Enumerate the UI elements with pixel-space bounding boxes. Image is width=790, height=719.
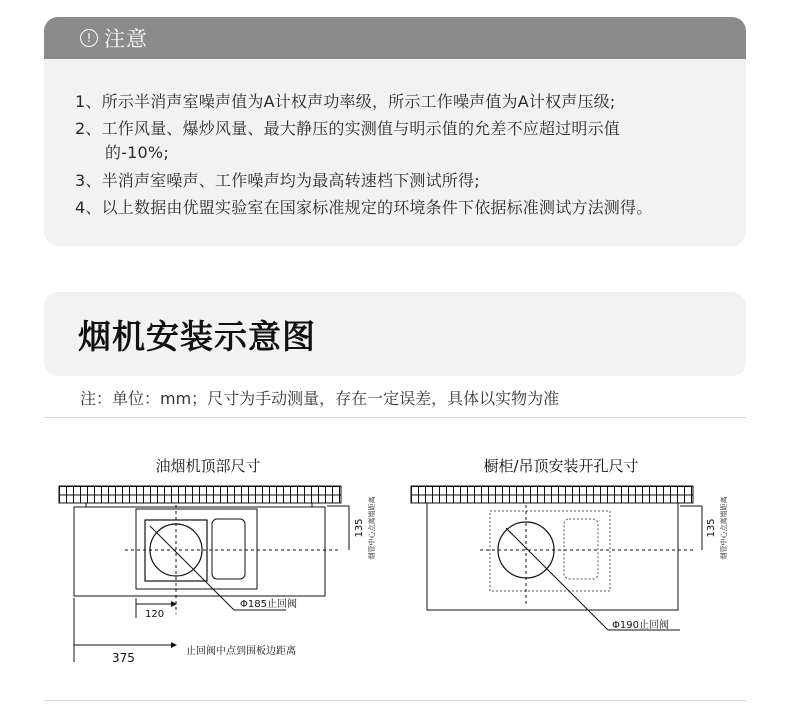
- motor-box: [136, 509, 257, 589]
- left-side-dimension: 135: [354, 518, 365, 538]
- notice-item-number: 1、: [75, 92, 102, 111]
- notice-item-number: 2、: [75, 119, 102, 138]
- range-hood-top-diagram: [59, 457, 376, 665]
- left-side-description: 烟管中心点离墙距离: [368, 496, 376, 560]
- unit-note: 注：单位：mm；尺寸为手动测量，存在一定误差，具体以实物为准: [80, 389, 560, 408]
- notice-item-text: 的-10%;: [105, 143, 169, 162]
- notice-item-text: 半消声室噪声、工作噪声均为最高转速档下测试所得;: [101, 171, 480, 190]
- notice-title: 注意: [104, 27, 148, 51]
- hole-diameter-label: Φ190止回阀: [612, 620, 669, 631]
- notice-item-text: 所示半消声室噪声值为A计权声功率级，所示工作噪声值为A计权声压级;: [101, 92, 616, 111]
- notice-item-text: 以上数据由优盟实验室在国家标准规定的环境条件下依据标准测试方法测得。: [101, 198, 653, 217]
- notice-item-number: 3、: [75, 171, 102, 190]
- exclamation-circle-icon: !: [80, 29, 98, 47]
- cabinet-panel: [427, 503, 678, 610]
- notice-item-text: 工作风量、爆炒风量、最大静压的实测值与明示值的允差不应超过明示值: [101, 119, 620, 138]
- offset-description: 止回阀中点到围板边距离: [186, 646, 296, 657]
- notice-item-number: 4、: [75, 198, 102, 217]
- cabinet-cutout-diagram: [411, 457, 728, 631]
- right-side-dimension: 135: [706, 518, 717, 538]
- right-diagram-title: 橱柜/吊顶安装开孔尺寸: [483, 457, 639, 475]
- ceiling-brick: [411, 486, 693, 503]
- right-side-description: 烟管中心点离墙距离: [720, 496, 728, 560]
- ceiling-brick: [59, 486, 341, 503]
- valve-diameter-label: Φ185止回阀: [240, 599, 297, 610]
- valve-offset-dimension: 120: [145, 609, 165, 620]
- section-title: 烟机安装示意图: [78, 317, 316, 356]
- left-diagram-title: 油烟机顶部尺寸: [155, 457, 261, 475]
- edge-offset-dimension: 375: [112, 651, 135, 665]
